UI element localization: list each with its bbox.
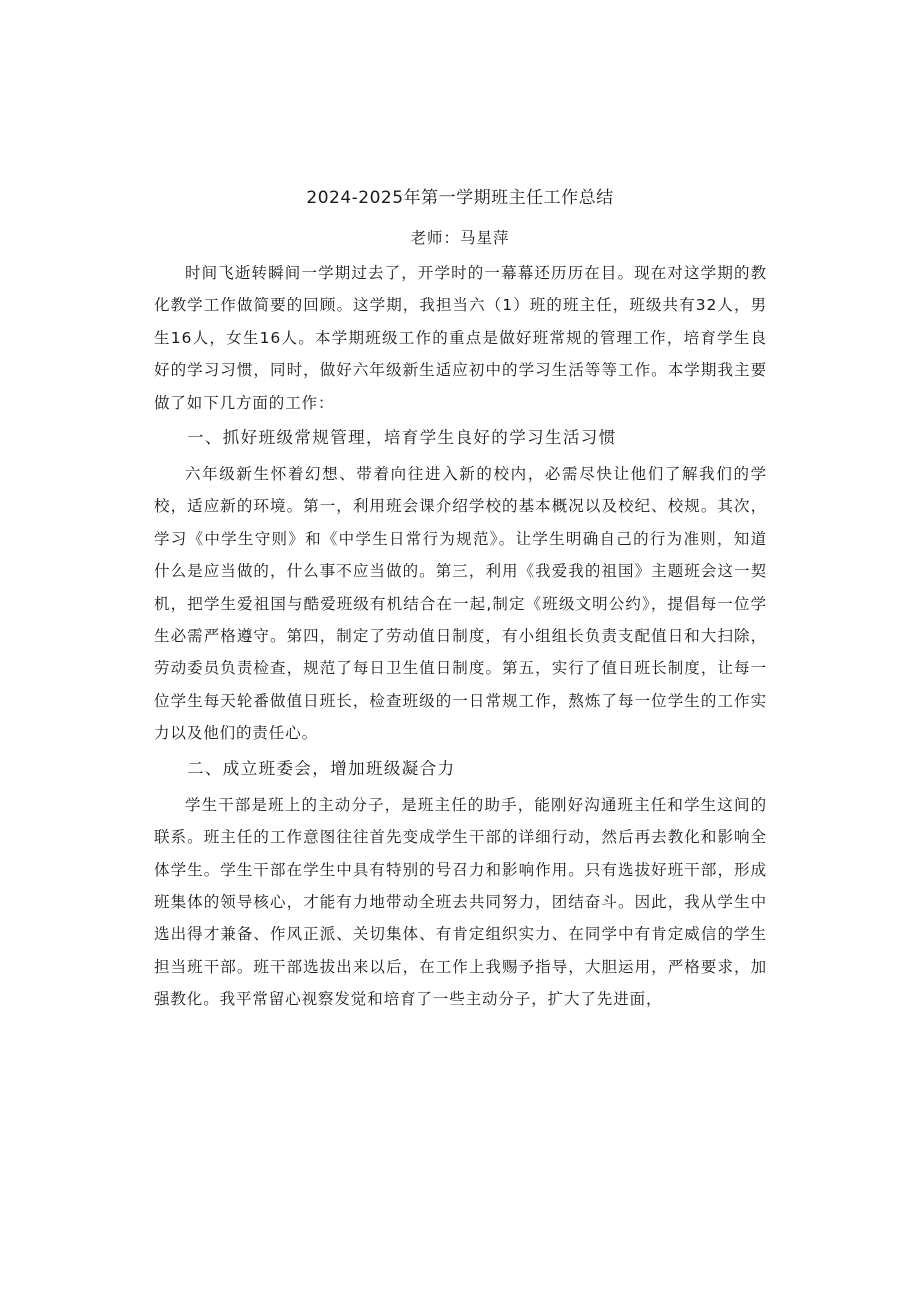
section-1-heading: 一、抓好班级常规管理，培育学生良好的学习生活习惯 (187, 428, 617, 448)
intro-paragraph: 时间飞逝转瞬间一学期过去了，开学时的一幕幕还历历在目。现在对这学期的教化教学工作做简要的回顾。这学期，我担当六（1）班的班主任，班级共有32人，男生16人，女生16人。本学期班级工作的重点是做好班常规的管理工作，培育学生良好的学习习惯，同时，做好六年级新生适应初中的学习生活等等工作。本学期我主要做了如下几方面的工作： (154, 264, 767, 412)
section-1-paragraph: 六年级新生怀着幻想、带着向往进入新的校内，必需尽快让他们了解我们的学校，适应新的环境。第一，利用班会课介绍学校的基本概况以及校纪、校规。其次，学习《中学生守则》和《中学生日常行为规范》。让学生明确自己的行为准则，知道什么是应当做的，什么事不应当做的。第三，利用《我爱我的祖国》主题班会这一契机，把学生爱祖国与酷爱班级有机结合在一起,制定《班级文明公约》，提倡每一位学生必需严格遵守。第四，制定了劳动值日制度，有小组组长负责支配值日和大扫除，劳动委员负责检查，规范了每日卫生值日制度。第五，实行了值日班长制度，让每一位学生每天轮番做值日班长，检查班级的一日常规工作，熬炼了每一位学生的工作实力以及他们的责任心。 (154, 465, 767, 743)
section-2-heading: 二、成立班委会，增加班级凝合力 (187, 758, 456, 778)
document-title: 2024-2025年第一学期班主任工作总结 (306, 188, 614, 208)
document-author: 老师：马星萍 (410, 229, 510, 247)
document-body (154, 257, 767, 1016)
section-2-paragraph: 学生干部是班上的主动分子，是班主任的助手，能刚好沟通班主任和学生这间的联系。班主任的工作意图往往首先变成学生干部的详细行动，然后再去教化和影响全体学生。学生干部在学生中具有特别的号召力和影响作用。只有选拔好班干部，形成班集体的领导核心，才能有力地带动全班去共同努力，团结奋斗。因此，我从学生中选出得才兼备、作风正派、关切集体、有肯定组织实力、在同学中有肯定威信的学生担当班干部。班干部选拔出来以后，在工作上我赐予指导，大胆运用，严格要求，加强教化。我平常留心视察发觉和培育了一些主动分子，扩大了先进面， (154, 795, 767, 1009)
